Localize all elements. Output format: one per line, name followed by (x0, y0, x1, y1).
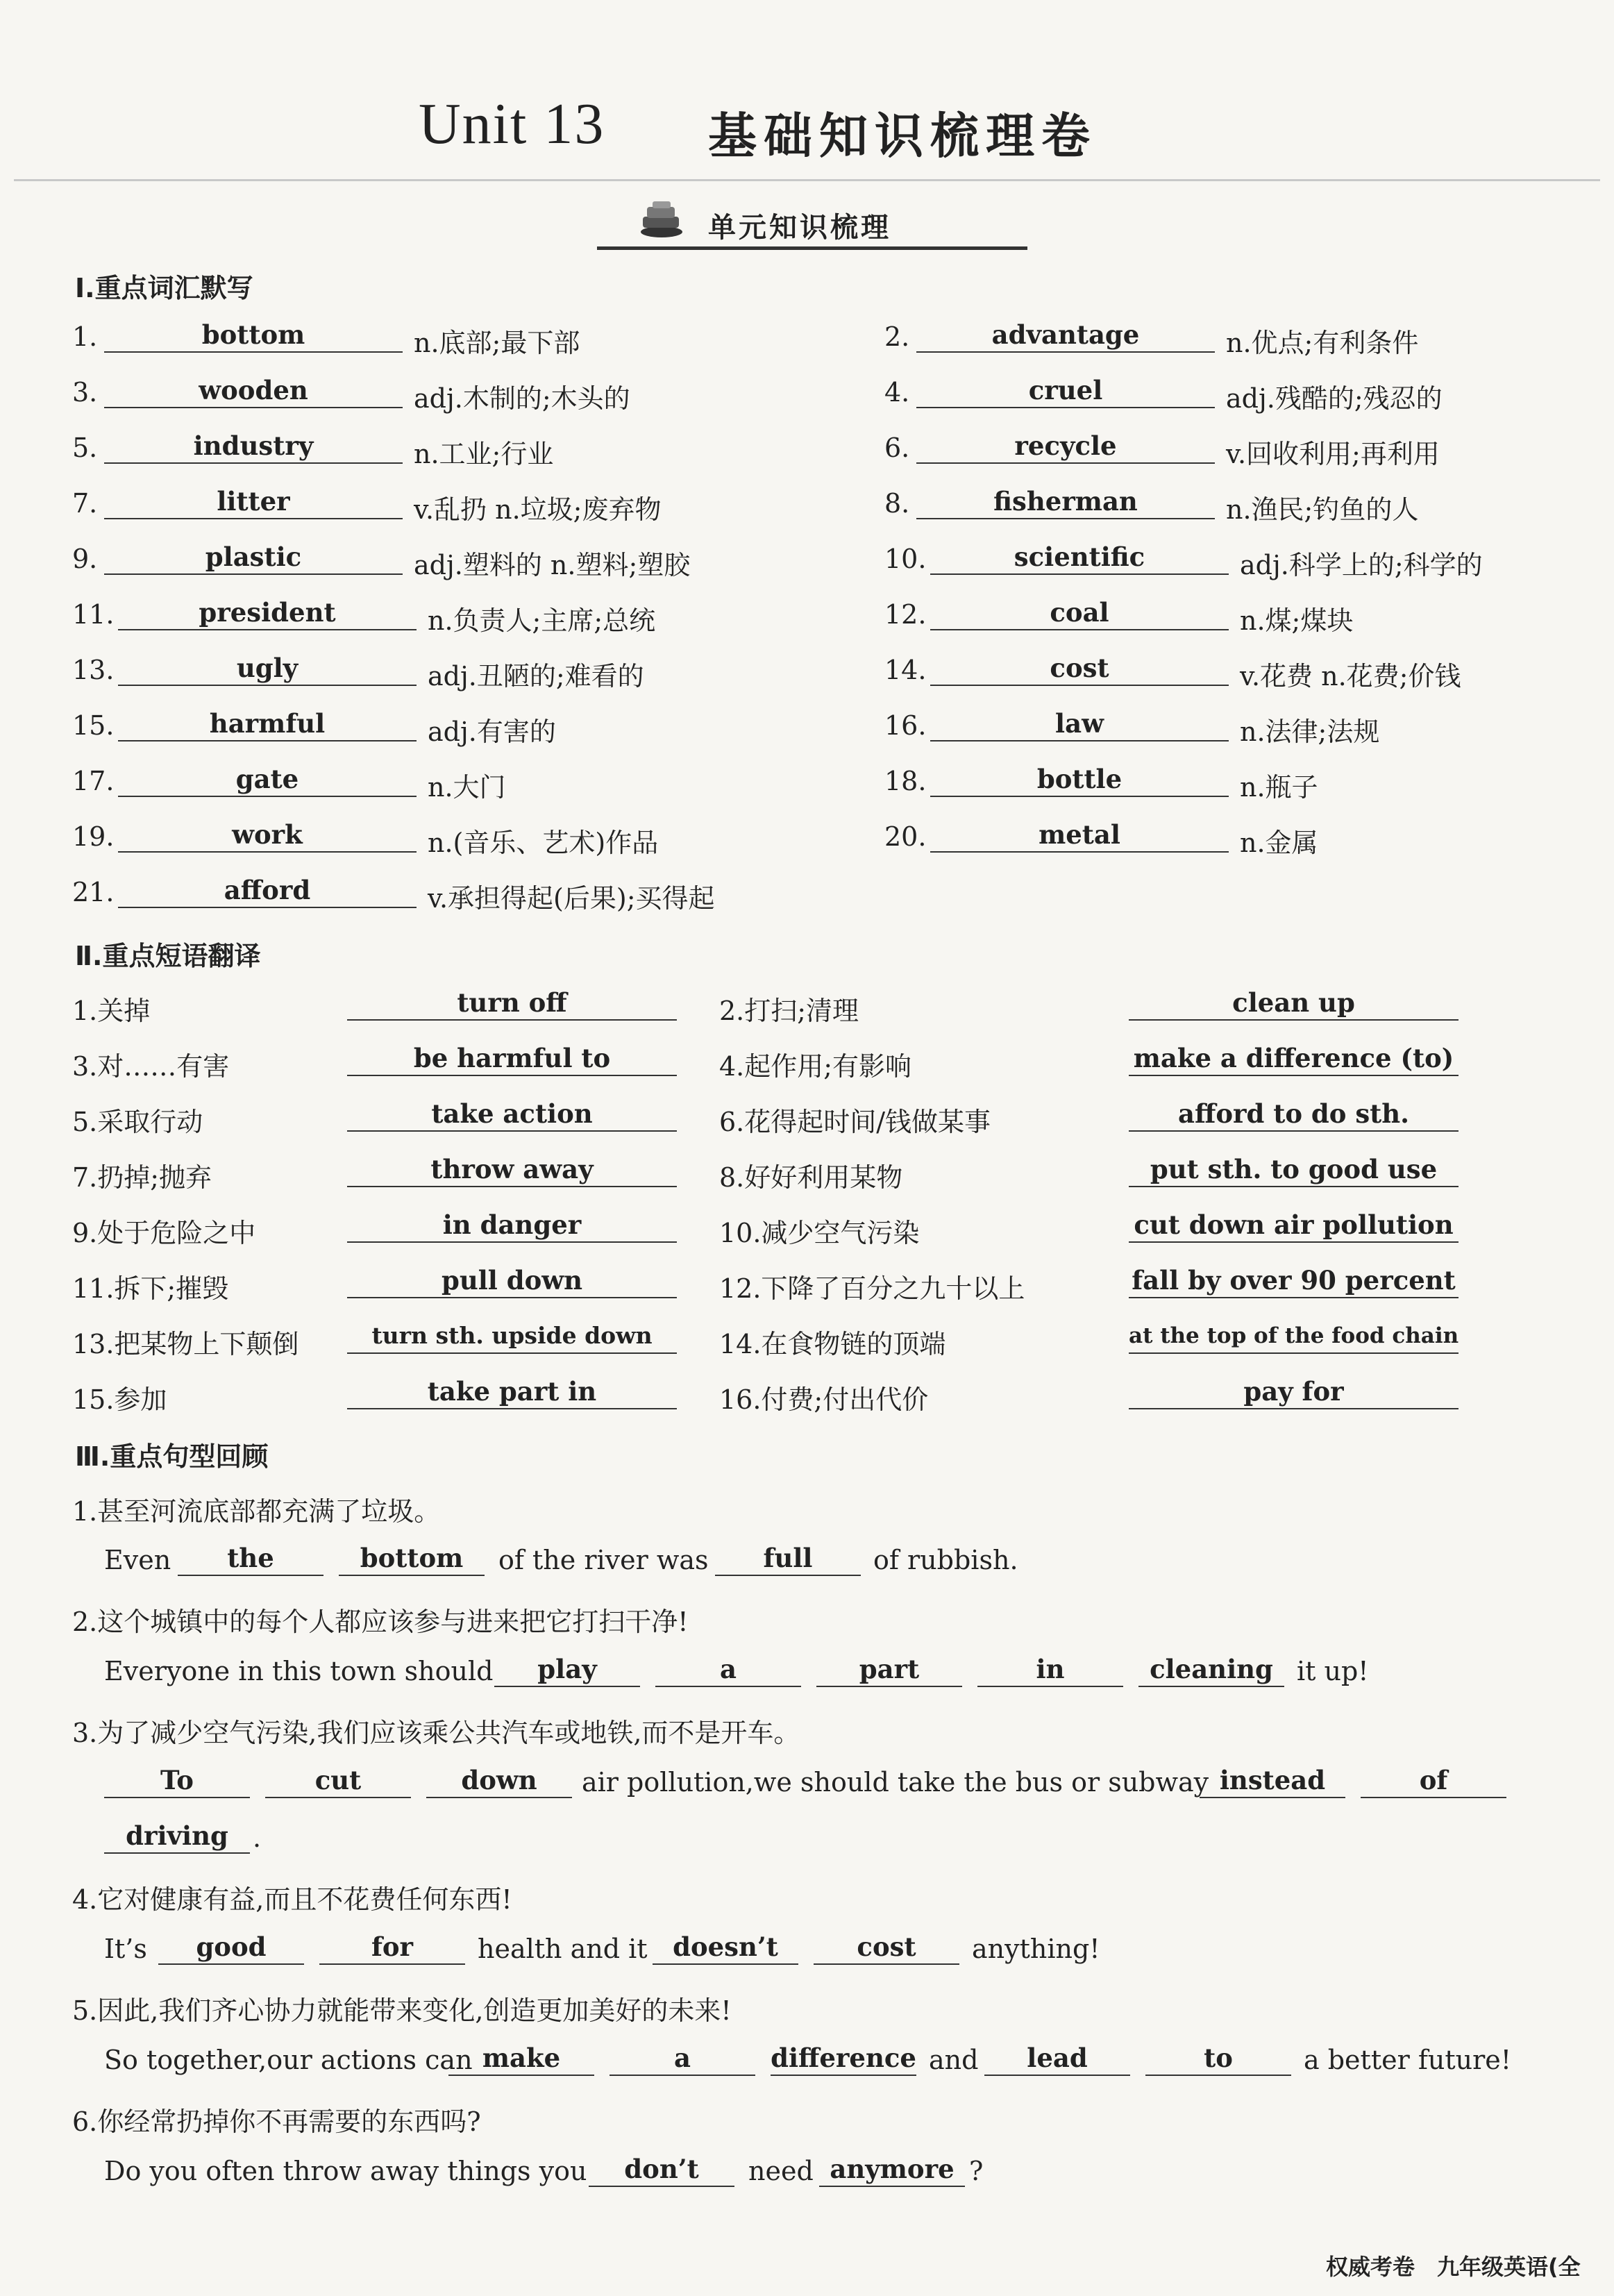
sentence-text: ? (969, 2156, 984, 2186)
sentence-blank: don’t (589, 2154, 734, 2187)
vocab-num: 15. (72, 710, 115, 741)
vocab-num: 4. (884, 377, 910, 408)
vocab-answer: cost (930, 653, 1229, 686)
vocab-answer: fisherman (916, 486, 1215, 519)
phrase-prompt: 4.起作用;有影响 (719, 1051, 912, 1082)
unit-title: Unit 13 (419, 92, 605, 156)
phrase-answer: make a difference (to) (1129, 1043, 1459, 1076)
sentence-text: It’s (104, 1934, 147, 1964)
vocab-num: 20. (884, 821, 927, 852)
vocab-meaning: v.花费 n.花费;价钱 (1240, 661, 1461, 692)
vocab-meaning: n.负责人;主席;总统 (428, 605, 656, 636)
vocab-meaning: v.承担得起(后果);买得起 (428, 883, 715, 914)
sentence-blank: bottom (339, 1543, 485, 1576)
vocab-num: 16. (884, 710, 927, 741)
sentence-blank: instead (1200, 1765, 1345, 1798)
books-icon (637, 200, 686, 239)
vocab-meaning: n.瓶子 (1240, 772, 1318, 803)
vocab-num: 9. (72, 544, 98, 574)
sentence-blank: of (1361, 1765, 1506, 1798)
section2-heading: Ⅱ.重点短语翻译 (75, 941, 261, 971)
sentence-text: and (929, 2045, 979, 2075)
sentence-blank: in (977, 1654, 1123, 1687)
sentence-text: . (253, 1822, 262, 1853)
section1-heading: Ⅰ.重点词汇默写 (75, 273, 253, 303)
sentence-blank: cost (814, 1932, 959, 1965)
sentence-blank: full (715, 1543, 861, 1576)
phrase-prompt: 5.采取行动 (72, 1107, 203, 1137)
sentence-cn: 4.它对健康有益,而且不花费任何东西! (72, 1884, 512, 1915)
vocab-answer: wooden (104, 375, 403, 408)
sentence-text: Do you often throw away things you (104, 2156, 587, 2186)
sentence-blank: make (448, 2043, 594, 2076)
sentence-blank: cleaning (1138, 1654, 1284, 1687)
vocab-meaning: adj.木制的;木头的 (414, 383, 630, 414)
vocab-num: 2. (884, 321, 910, 352)
vocab-answer: advantage (916, 319, 1215, 353)
vocab-answer: metal (930, 819, 1229, 853)
sentence-text: health and it (478, 1934, 648, 1964)
sentence-blank: driving (104, 1820, 250, 1854)
vocab-answer: bottom (104, 319, 403, 353)
vocab-num: 13. (72, 655, 115, 685)
sentence-blank: for (319, 1932, 465, 1965)
phrase-answer: take action (347, 1098, 677, 1132)
sentence-blank: To (104, 1765, 250, 1798)
phrase-answer: throw away (347, 1154, 677, 1187)
vocab-meaning: n.底部;最下部 (414, 328, 580, 358)
vocab-meaning: adj.塑料的 n.塑料;塑胶 (414, 550, 691, 580)
vocab-meaning: adj.残酷的;残忍的 (1226, 383, 1443, 414)
sentence-text: of rubbish. (873, 1545, 1018, 1575)
vocab-answer: ugly (118, 653, 417, 686)
vocab-answer: scientific (930, 542, 1229, 575)
sentence-blank: the (178, 1543, 323, 1576)
phrase-answer: turn sth. upside down (347, 1321, 677, 1354)
sentence-cn: 1.甚至河流底部都充满了垃圾。 (72, 1496, 441, 1527)
vocab-answer: litter (104, 486, 403, 519)
vocab-num: 5. (72, 433, 98, 463)
vocab-num: 3. (72, 377, 98, 408)
sentence-cn: 3.为了减少空气污染,我们应该乘公共汽车或地铁,而不是开车。 (72, 1718, 800, 1748)
sentence-blank: difference (771, 2043, 916, 2076)
sentence-text: Everyone in this town should (104, 1656, 494, 1686)
vocab-answer: law (930, 708, 1229, 741)
phrase-prompt: 16.付费;付出代价 (719, 1384, 929, 1415)
sentence-text: anything! (972, 1934, 1100, 1964)
phrase-prompt: 9.处于危险之中 (72, 1218, 256, 1248)
sentence-text: need (748, 2156, 814, 2186)
sentence-blank: part (816, 1654, 962, 1687)
sentence-blank: down (426, 1765, 572, 1798)
vocab-num: 8. (884, 488, 910, 519)
phrase-answer: pull down (347, 1265, 677, 1298)
vocab-meaning: n.工业;行业 (414, 439, 554, 469)
phrase-prompt: 6.花得起时间/钱做某事 (719, 1107, 991, 1137)
vocab-meaning: n.优点;有利条件 (1226, 328, 1419, 358)
phrase-answer: in danger (347, 1209, 677, 1243)
sentence-text: air pollution,we should take the bus or subway (582, 1767, 1209, 1798)
sentence-blank: a (655, 1654, 801, 1687)
phrase-answer: cut down air pollution (1129, 1209, 1459, 1243)
vocab-answer: harmful (118, 708, 417, 741)
sentence-blank: cut (265, 1765, 411, 1798)
vocab-meaning: v.回收利用;再利用 (1226, 439, 1440, 469)
phrase-answer: clean up (1129, 987, 1459, 1021)
vocab-num: 17. (72, 766, 115, 796)
phrase-prompt: 13.把某物上下颠倒 (72, 1329, 299, 1359)
page-subtitle: 基础知识梳理卷 (708, 108, 1097, 165)
footer-label: 权威考卷 九年级英语(全 (1326, 2254, 1581, 2280)
vocab-meaning: adj.丑陋的;难看的 (428, 661, 644, 692)
vocab-meaning: adj.科学上的;科学的 (1240, 550, 1483, 580)
vocab-num: 19. (72, 821, 115, 852)
sentence-blank: a (610, 2043, 755, 2076)
vocab-answer: industry (104, 430, 403, 464)
phrase-prompt: 8.好好利用某物 (719, 1162, 903, 1193)
vocab-meaning: n.煤;煤块 (1240, 605, 1354, 636)
vocab-answer: plastic (104, 542, 403, 575)
vocab-meaning: n.大门 (428, 772, 506, 803)
phrase-answer: fall by over 90 percent (1129, 1265, 1459, 1298)
banner-title: 单元知识梳理 (708, 212, 891, 244)
sentence-text: So together,our actions can (104, 2045, 473, 2075)
phrase-answer: put sth. to good use (1129, 1154, 1459, 1187)
sentence-text: it up! (1297, 1656, 1369, 1686)
phrase-answer: at the top of the food chain (1129, 1321, 1459, 1354)
vocab-num: 7. (72, 488, 98, 519)
vocab-num: 21. (72, 877, 115, 907)
vocab-num: 10. (884, 544, 927, 574)
banner-underline (597, 246, 1027, 250)
sentence-blank: to (1145, 2043, 1291, 2076)
sentence-blank: anymore (819, 2154, 965, 2187)
sentence-cn: 5.因此,我们齐心协力就能带来变化,创造更加美好的未来! (72, 1995, 732, 2026)
phrase-prompt: 10.减少空气污染 (719, 1218, 920, 1248)
phrase-answer: be harmful to (347, 1043, 677, 1076)
vocab-answer: cruel (916, 375, 1215, 408)
phrase-prompt: 12.下降了百分之九十以上 (719, 1273, 1025, 1304)
vocab-num: 12. (884, 599, 927, 630)
phrase-answer: turn off (347, 987, 677, 1021)
vocab-meaning: n.金属 (1240, 828, 1318, 858)
phrase-prompt: 7.扔掉;抛弃 (72, 1162, 212, 1193)
vocab-answer: bottle (930, 764, 1229, 797)
sentence-blank: good (158, 1932, 304, 1965)
vocab-answer: afford (118, 875, 417, 908)
vocab-num: 1. (72, 321, 98, 352)
vocab-meaning: n.渔民;钓鱼的人 (1226, 494, 1419, 525)
phrase-answer: afford to do sth. (1129, 1098, 1459, 1132)
sentence-text: Even (104, 1545, 171, 1575)
phrase-answer: pay for (1129, 1376, 1459, 1409)
sentence-blank: lead (984, 2043, 1130, 2076)
vocab-meaning: n.法律;法规 (1240, 717, 1380, 747)
vocab-answer: coal (930, 597, 1229, 630)
vocab-meaning: adj.有害的 (428, 717, 556, 747)
vocab-answer: work (118, 819, 417, 853)
vocab-answer: gate (118, 764, 417, 797)
sentence-text: a better future! (1304, 2045, 1512, 2075)
vocab-num: 18. (884, 766, 927, 796)
vocab-num: 11. (72, 599, 115, 630)
phrase-prompt: 14.在食物链的顶端 (719, 1329, 946, 1359)
sentence-cn: 2.这个城镇中的每个人都应该参与进来把它打扫干净! (72, 1607, 689, 1637)
sentence-blank: doesn’t (653, 1932, 798, 1965)
vocab-meaning: n.(音乐、艺术)作品 (428, 828, 659, 858)
sentence-text: of the river was (498, 1545, 709, 1575)
sentence-cn: 6.你经常扔掉你不再需要的东西吗? (72, 2106, 481, 2137)
vocab-num: 14. (884, 655, 927, 685)
vocab-meaning: v.乱扔 n.垃圾;废弃物 (414, 494, 662, 525)
vocab-num: 6. (884, 433, 910, 463)
section3-heading: Ⅲ.重点句型回顾 (75, 1441, 269, 1472)
vocab-answer: recycle (916, 430, 1215, 464)
vocab-answer: president (118, 597, 417, 630)
header-divider (14, 179, 1600, 181)
phrase-prompt: 2.打扫;清理 (719, 996, 859, 1026)
phrase-prompt: 11.拆下;摧毁 (72, 1273, 229, 1304)
phrase-prompt: 15.参加 (72, 1384, 167, 1415)
phrase-prompt: 1.关掉 (72, 996, 151, 1026)
sentence-blank: play (494, 1654, 640, 1687)
phrase-answer: take part in (347, 1376, 677, 1409)
phrase-prompt: 3.对……有害 (72, 1051, 230, 1082)
